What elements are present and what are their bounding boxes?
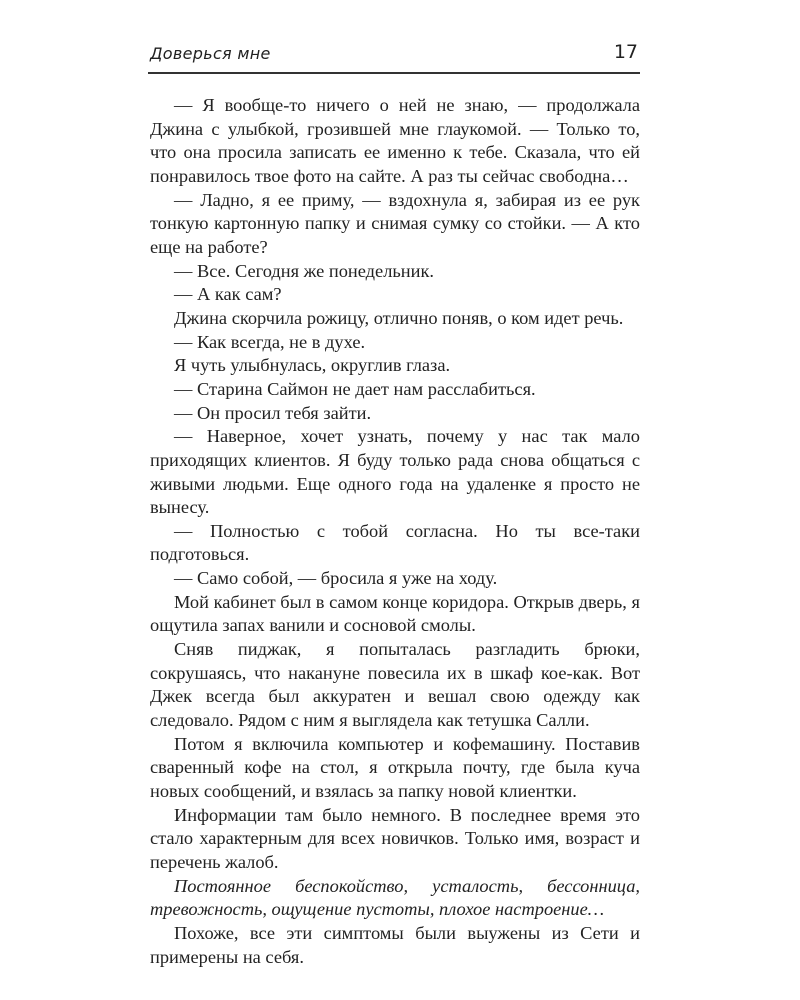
paragraph: — Ладно, я ее приму, — вздохнула я, забирая из ее рук тонкую картонную папку и снимая сумку со стойки. — А кто еще на работе? [150,189,640,257]
paragraph: — А как сам? [174,284,282,305]
paragraph: Джина скорчила рожицу, отлично поняв, о ком идет речь. [174,307,624,328]
paragraph: — Он просил тебя зайти. [174,402,372,423]
paragraph: Потом я включила компьютер и кофемашину. Поставив сваренный кофе на стол, я открыла почту, где была куча новых сообщений, и взялась за папку новой клиентки. [150,733,640,802]
body-text [150,94,640,969]
paragraph: — Я вообще-то ничего о ней не знаю, — продолжала Джина с улыбкой, грозившей мне глаукомой. — Только то, что она просила записать ее именно к тебе. Сказала, что ей понравилось твое фото на сайте. А раз ты сейчас свободна… [150,95,640,186]
paragraph: — Как всегда, не в духе. [174,331,366,352]
paragraph: — Старина Саймон не дает нам расслабиться. [174,378,536,399]
paragraph: — Наверное, хочет узнать, почему у нас так мало приходящих клиентов. Я буду только рада снова общаться с живыми людьми. Еще одного года на удаленке я просто не вынесу. [150,426,640,518]
paragraph: — Все. Сегодня же понедельник. [174,260,434,281]
paragraph: — Полностью с тобой согласна. Но ты все-таки подготовься. [150,520,640,565]
running-header [148,41,640,72]
paragraph-italic-symptoms: Постоянное беспокойство, усталость, бессонница, тревожность, ощущение пустоты, плохое настроение… [150,875,640,920]
paragraph: Сняв пиджак, я попыталась разгладить брюки, сокрушаясь, что накануне повесила их в шкаф кое-как. Вот Джек всегда был аккуратен и вешал свою одежду как следовало. Рядом с ним я выглядела как тетушка Салли. [150,639,640,731]
paragraph: — Само собой, — бросила я уже на ходу. [174,568,498,589]
paragraph: Я чуть улыбнулась, округлив глаза. [174,355,451,376]
paragraph: Мой кабинет был в самом конце коридора. Открыв дверь, я ощутила запах ванили и сосновой смолы. [150,591,640,636]
page-number: 17 [613,41,638,63]
header-rule [148,72,640,74]
paragraph: Информации там было немного. В последнее время это стало характерным для всех новичков. Только имя, возраст и перечень жалоб. [150,804,640,872]
running-title: Доверься мне [150,44,271,63]
paragraph: Похоже, все эти симптомы были выужены из Сети и примерены на себя. [150,922,640,967]
